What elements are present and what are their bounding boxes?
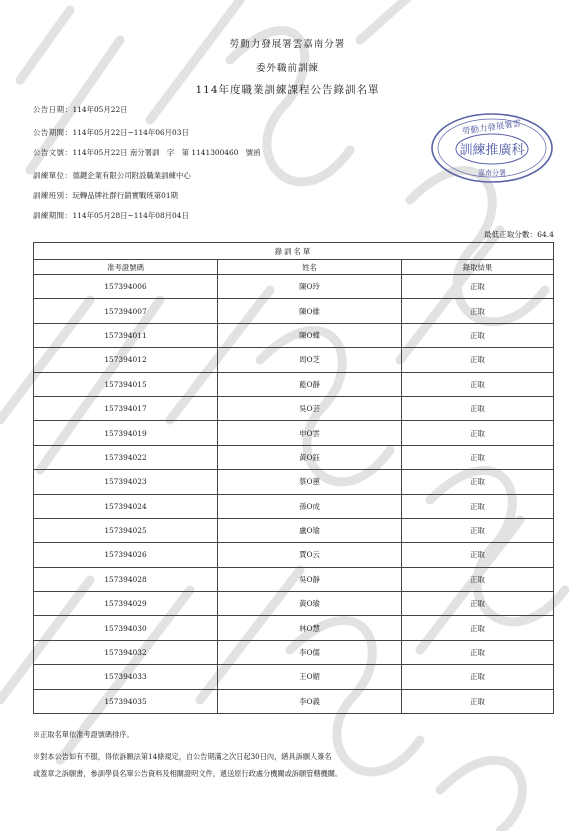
table-row <box>34 689 554 713</box>
admission-list-table <box>33 242 554 714</box>
cell-exam-number: 157394030 <box>34 616 218 640</box>
cell-exam-number: 157394006 <box>34 275 218 299</box>
cell-result: 正取 <box>402 494 554 518</box>
cell-result: 正取 <box>402 396 554 420</box>
cell-result: 正取 <box>402 372 554 396</box>
table-row <box>34 665 554 689</box>
cell-result: 正取 <box>402 543 554 567</box>
cell-name: 盧O瑜 <box>218 518 402 542</box>
cell-exam-number: 157394033 <box>34 665 218 689</box>
table-row <box>34 543 554 567</box>
cell-name: 吳O靜 <box>218 567 402 591</box>
cell-name: 王O媚 <box>218 665 402 689</box>
cell-exam-number: 157394028 <box>34 567 218 591</box>
svg-text:勞動力發展署雲: 勞動力發展署雲 <box>461 118 522 138</box>
cell-name: 黃O瑜 <box>218 592 402 616</box>
cell-name: 周O芝 <box>218 348 402 372</box>
table-row <box>34 640 554 664</box>
cell-result: 正取 <box>402 518 554 542</box>
table-row <box>34 299 554 323</box>
training-unit: 訓練單位：德鍵企業有限公司附設職業訓練中心 <box>33 171 191 180</box>
cell-exam-number: 157394029 <box>34 592 218 616</box>
cell-name: 孫O成 <box>218 494 402 518</box>
table-row <box>34 592 554 616</box>
cell-exam-number: 157394012 <box>34 348 218 372</box>
table-row <box>34 518 554 542</box>
svg-text:訓練推廣科: 訓練推廣科 <box>459 143 525 158</box>
note-sort-order: ※正取名單依准考證號碼排序。 <box>33 730 134 739</box>
cell-name: 李O義 <box>218 689 402 713</box>
table-row <box>34 396 554 420</box>
training-class: 訓練班別：玩轉品牌社群行銷實戰班第01期 <box>33 191 178 200</box>
cell-name: 陳O玲 <box>218 275 402 299</box>
cell-result: 正取 <box>402 616 554 640</box>
cell-exam-number: 157394019 <box>34 421 218 445</box>
cell-result: 正取 <box>402 567 554 591</box>
announce-doc-number: 公告文號：114年05月22日 南分署訓 字 第 1141300460 號函 <box>33 148 261 157</box>
training-period: 訓練期間：114年05月28日~114年08月04日 <box>33 211 189 220</box>
note-appeal-line-1: ※對本公告如有不服，得依訴願法第14條規定，自公告期滿之次日起30日內，繕具訴願人簽名 <box>33 752 332 761</box>
cell-exam-number: 157394026 <box>34 543 218 567</box>
cell-result: 正取 <box>402 323 554 347</box>
table-caption: 錄訓名單 <box>34 243 554 260</box>
note-appeal-line-2: 或蓋章之訴願書，參訓學員名單公告資料及相關證明文件，遞送原行政處分機關或訴願管轄機關。 <box>33 769 343 778</box>
cell-name: 李O儒 <box>218 640 402 664</box>
table-row <box>34 275 554 299</box>
cell-result: 正取 <box>402 445 554 469</box>
cell-name: 吳O芸 <box>218 396 402 420</box>
cell-exam-number: 157394011 <box>34 323 218 347</box>
cell-result: 正取 <box>402 665 554 689</box>
table-row <box>34 616 554 640</box>
official-seal-stamp <box>430 112 554 184</box>
table-row <box>34 470 554 494</box>
cell-exam-number: 157394024 <box>34 494 218 518</box>
table-row <box>34 421 554 445</box>
agency-title: 勞動力發展署雲嘉南分署 <box>229 39 346 50</box>
table-row <box>34 567 554 591</box>
table-row <box>34 494 554 518</box>
cell-exam-number: 157394032 <box>34 640 218 664</box>
table-row <box>34 323 554 347</box>
cell-name: 林O慧 <box>218 616 402 640</box>
cell-name: 蔡O蕙 <box>218 470 402 494</box>
cell-name: 申O雲 <box>218 421 402 445</box>
cell-exam-number: 157394025 <box>34 518 218 542</box>
svg-text:嘉南分署: 嘉南分署 <box>478 169 506 177</box>
document-title: 114年度職業訓練課程公告錄訓名單 <box>195 84 380 96</box>
cell-result: 正取 <box>402 592 554 616</box>
program-title: 委外職前訓練 <box>255 63 319 74</box>
table-row <box>34 372 554 396</box>
cell-name: 陳O蝶 <box>218 323 402 347</box>
cell-result: 正取 <box>402 421 554 445</box>
cell-result: 正取 <box>402 689 554 713</box>
column-header-result: 錄取結果 <box>402 260 554 275</box>
cell-name: 黃O鈺 <box>218 445 402 469</box>
cell-result: 正取 <box>402 470 554 494</box>
announce-date: 公告日期：114年05月22日 <box>33 105 128 114</box>
cell-exam-number: 157394035 <box>34 689 218 713</box>
column-header-name: 姓名 <box>218 260 402 275</box>
cell-exam-number: 157394007 <box>34 299 218 323</box>
cell-name: 賈O云 <box>218 543 402 567</box>
cell-result: 正取 <box>402 348 554 372</box>
cell-name: 陳O維 <box>218 299 402 323</box>
cell-exam-number: 157394022 <box>34 445 218 469</box>
cell-name: 藍O靜 <box>218 372 402 396</box>
table-row <box>34 348 554 372</box>
cell-result: 正取 <box>402 299 554 323</box>
cell-exam-number: 157394023 <box>34 470 218 494</box>
cell-exam-number: 157394015 <box>34 372 218 396</box>
table-row <box>34 445 554 469</box>
column-header-exam-number: 准考證號碼 <box>34 260 218 275</box>
announce-period: 公告期間：114年05月22日~114年06月03日 <box>33 128 189 137</box>
minimum-score: 最低正取分數：64.4 <box>483 230 554 239</box>
cell-exam-number: 157394017 <box>34 396 218 420</box>
cell-result: 正取 <box>402 640 554 664</box>
cell-result: 正取 <box>402 275 554 299</box>
